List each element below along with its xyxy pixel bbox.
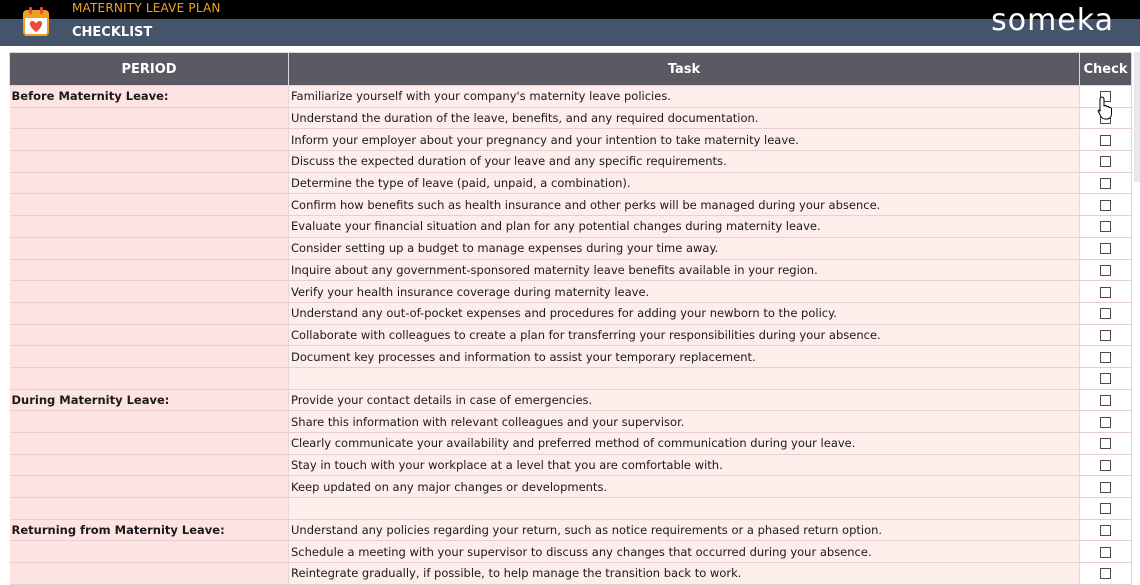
task-checkbox[interactable]: [1100, 568, 1111, 579]
task-checkbox[interactable]: [1100, 308, 1111, 319]
check-cell: [1080, 541, 1132, 563]
table-row: [10, 346, 1132, 368]
task-cell[interactable]: [289, 367, 1080, 389]
brand-logo[interactable]: [991, 3, 1114, 38]
check-cell: [1080, 216, 1132, 238]
check-cell: [1080, 454, 1132, 476]
period-cell[interactable]: [10, 367, 289, 389]
check-cell: [1080, 389, 1132, 411]
task-checkbox[interactable]: [1100, 200, 1111, 211]
column-header-period[interactable]: PERIOD: [10, 53, 289, 86]
column-header-check[interactable]: Check: [1080, 53, 1132, 86]
check-cell: [1080, 129, 1132, 151]
period-cell[interactable]: [10, 129, 289, 151]
task-cell[interactable]: Familiarize yourself with your company's maternity leave policies.: [289, 86, 1080, 108]
task-checkbox[interactable]: [1100, 460, 1111, 471]
table-row: [10, 411, 1132, 433]
task-cell[interactable]: Schedule a meeting with your supervisor to discuss any changes that occurred during your absence.: [289, 541, 1080, 563]
task-checkbox[interactable]: [1100, 221, 1111, 232]
check-cell: [1080, 151, 1132, 173]
table-row: [10, 172, 1132, 194]
table-row: [10, 259, 1132, 281]
table-row: [10, 563, 1132, 585]
period-cell[interactable]: [10, 411, 289, 433]
check-cell: [1080, 281, 1132, 303]
period-cell[interactable]: [10, 302, 289, 324]
period-cell[interactable]: [10, 346, 289, 368]
task-checkbox[interactable]: [1100, 482, 1111, 493]
table-row: [10, 519, 1132, 541]
task-checkbox[interactable]: [1100, 156, 1111, 167]
check-cell: [1080, 194, 1132, 216]
period-cell[interactable]: During Maternity Leave:: [10, 389, 289, 411]
task-cell[interactable]: [289, 498, 1080, 520]
task-checkbox[interactable]: [1100, 113, 1111, 124]
table-row: [10, 86, 1132, 108]
check-cell: [1080, 476, 1132, 498]
task-checkbox[interactable]: [1100, 178, 1111, 189]
check-cell: [1080, 172, 1132, 194]
period-cell[interactable]: [10, 151, 289, 173]
task-checkbox[interactable]: [1100, 91, 1111, 102]
period-cell[interactable]: [10, 563, 289, 585]
task-checkbox[interactable]: [1100, 352, 1111, 363]
table-row: [10, 194, 1132, 216]
period-cell[interactable]: [10, 476, 289, 498]
sheet-header-bar: [0, 19, 1140, 46]
period-cell[interactable]: [10, 259, 289, 281]
task-checkbox[interactable]: [1100, 373, 1111, 384]
task-cell[interactable]: Understand the duration of the leave, benefits, and any required documentation.: [289, 107, 1080, 129]
check-cell: [1080, 498, 1132, 520]
brand-text: someka: [991, 3, 1114, 38]
app-title: MATERNITY LEAVE PLAN: [72, 1, 221, 15]
table-row: [10, 433, 1132, 455]
table-row: [10, 302, 1132, 324]
task-cell[interactable]: Discuss the expected duration of your leave and any specific requirements.: [289, 151, 1080, 173]
table-header-row: [10, 53, 1132, 86]
period-cell[interactable]: [10, 216, 289, 238]
period-cell[interactable]: [10, 107, 289, 129]
table-row: [10, 151, 1132, 173]
task-cell[interactable]: Document key processes and information to assist your temporary replacement.: [289, 346, 1080, 368]
calendar-heart-icon: [22, 5, 50, 37]
task-cell[interactable]: Clearly communicate your availability and preferred method of communication during your leave.: [289, 433, 1080, 455]
task-checkbox[interactable]: [1100, 243, 1111, 254]
check-cell: [1080, 259, 1132, 281]
task-cell[interactable]: Share this information with relevant colleagues and your supervisor.: [289, 411, 1080, 433]
table-row: [10, 476, 1132, 498]
table-row: [10, 389, 1132, 411]
task-cell[interactable]: Keep updated on any major changes or developments.: [289, 476, 1080, 498]
task-cell[interactable]: Reintegrate gradually, if possible, to help manage the transition back to work.: [289, 563, 1080, 585]
task-cell[interactable]: Verify your health insurance coverage during maternity leave.: [289, 281, 1080, 303]
task-checkbox[interactable]: [1100, 417, 1111, 428]
task-cell[interactable]: Understand any out-of-pocket expenses and procedures for adding your newborn to the policy.: [289, 302, 1080, 324]
check-cell: [1080, 324, 1132, 346]
period-cell[interactable]: [10, 454, 289, 476]
check-cell: [1080, 433, 1132, 455]
period-cell[interactable]: [10, 498, 289, 520]
check-cell: [1080, 519, 1132, 541]
table-row: [10, 498, 1132, 520]
task-cell[interactable]: Stay in touch with your workplace at a level that you are comfortable with.: [289, 454, 1080, 476]
check-cell: [1080, 411, 1132, 433]
period-cell[interactable]: Returning from Maternity Leave:: [10, 519, 289, 541]
table-row: [10, 216, 1132, 238]
check-cell: [1080, 237, 1132, 259]
period-cell[interactable]: [10, 194, 289, 216]
period-cell[interactable]: [10, 172, 289, 194]
period-cell[interactable]: [10, 433, 289, 455]
task-cell[interactable]: Confirm how benefits such as health insurance and other perks will be managed during your absence.: [289, 194, 1080, 216]
table-row: [10, 541, 1132, 563]
check-cell: [1080, 107, 1132, 129]
task-cell[interactable]: Consider setting up a budget to manage expenses during your time away.: [289, 237, 1080, 259]
task-checkbox[interactable]: [1100, 525, 1111, 536]
task-checkbox[interactable]: [1100, 135, 1111, 146]
task-cell[interactable]: Evaluate your financial situation and plan for any potential changes during maternity leave.: [289, 216, 1080, 238]
check-cell: [1080, 302, 1132, 324]
task-checkbox[interactable]: [1100, 265, 1111, 276]
checklist-table: [9, 52, 1132, 585]
task-checkbox[interactable]: [1100, 287, 1111, 298]
check-cell: [1080, 86, 1132, 108]
column-header-task[interactable]: Task: [289, 53, 1080, 86]
table-row: [10, 237, 1132, 259]
period-cell[interactable]: [10, 324, 289, 346]
vertical-scrollbar[interactable]: [1134, 52, 1140, 182]
task-cell[interactable]: Understand any policies regarding your return, such as notice requirements or a phased return option.: [289, 519, 1080, 541]
table-row: [10, 129, 1132, 151]
table-row: [10, 367, 1132, 389]
table-row: [10, 107, 1132, 129]
task-cell[interactable]: Collaborate with colleagues to create a plan for transferring your responsibilities during your absence.: [289, 324, 1080, 346]
table-row: [10, 454, 1132, 476]
task-checkbox[interactable]: [1100, 503, 1111, 514]
task-checkbox[interactable]: [1100, 330, 1111, 341]
task-checkbox[interactable]: [1100, 395, 1111, 406]
period-cell[interactable]: [10, 541, 289, 563]
period-cell[interactable]: [10, 281, 289, 303]
task-cell[interactable]: Provide your contact details in case of emergencies.: [289, 389, 1080, 411]
check-cell: [1080, 563, 1132, 585]
table-row: [10, 281, 1132, 303]
task-checkbox[interactable]: [1100, 438, 1111, 449]
period-cell[interactable]: Before Maternity Leave:: [10, 86, 289, 108]
sheet-title: CHECKLIST: [72, 25, 153, 40]
check-cell: [1080, 346, 1132, 368]
check-cell: [1080, 367, 1132, 389]
task-cell[interactable]: Inform your employer about your pregnancy and your intention to take maternity leave.: [289, 129, 1080, 151]
table-row: [10, 324, 1132, 346]
task-checkbox[interactable]: [1100, 547, 1111, 558]
task-cell[interactable]: Determine the type of leave (paid, unpaid, a combination).: [289, 172, 1080, 194]
task-cell[interactable]: Inquire about any government-sponsored maternity leave benefits available in your region.: [289, 259, 1080, 281]
period-cell[interactable]: [10, 237, 289, 259]
